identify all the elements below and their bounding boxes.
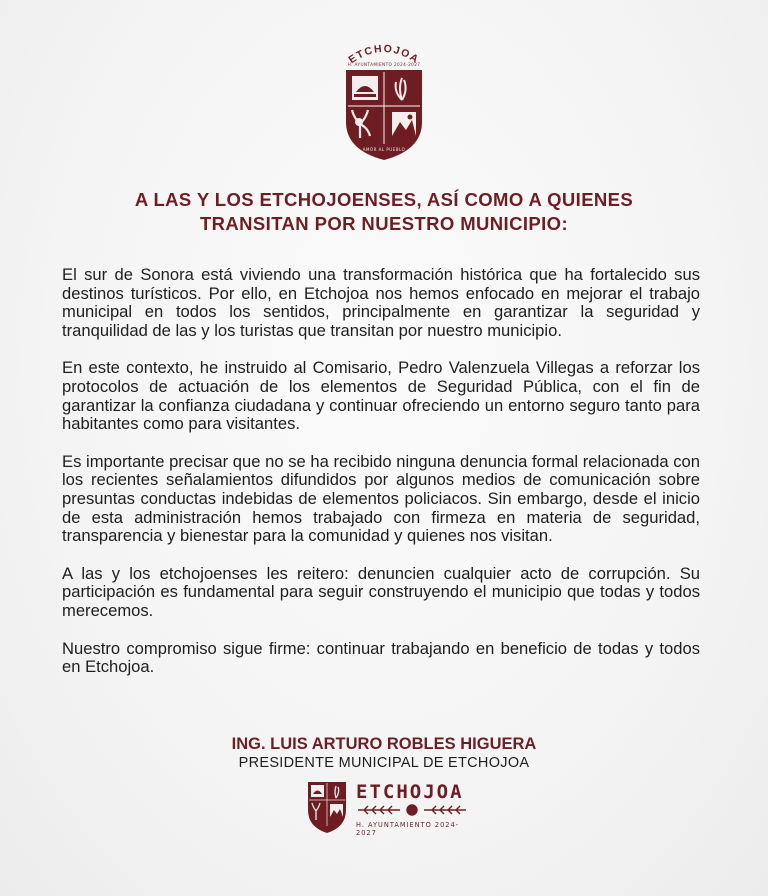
paragraph-4: A las y los etchojoenses les reitero: denuncien cualquier acto de corrupción. Su participación es fundamental para seguir construyendo el municipio que todas y todos merecemos. (62, 563, 700, 620)
letter-body (62, 266, 700, 696)
signer-title: PRESIDENTE MUNICIPAL DE ETCHOJOA (238, 755, 530, 771)
paragraph-2: En este contexto, he instruido al Comisario, Pedro Valenzuela Villegas a reforzar los protocolos de actuación de los elementos de Seguridad Pública, con el fin de garantizar la confianza ciudadana y continuar ofreciendo un entorno seguro tanto para habitantes como para visitantes. (62, 358, 700, 434)
paragraph-1: El sur de Sonora está viviendo una transformación histórica que ha fortalecido sus destinos turísticos. Por ello, en Etchojoa nos hemos enfocado en mejorar el trabajo municipal en todos los sentidos, principalmente en garantizar la seguridad y tranquilidad de las y los turistas que transitan por nuestro municipio. (62, 265, 700, 340)
logo-name-text: ETCHOJOA (346, 42, 422, 67)
footer-logo (306, 780, 466, 836)
logo-motto-text: AMOR AL PUEBLO (362, 147, 406, 152)
signer-name: ING. LUIS ARTURO ROBLES HIGUERA (231, 735, 537, 753)
footer-logo-name: ETCHOJOA (356, 781, 464, 803)
headline-line-1: A LAS Y LOS ETCHOJOENSES, ASÍ COMO A QUIENES (134, 189, 634, 210)
wheat-ornament-icon (356, 802, 468, 818)
etchojoa-coat-of-arms-logo (340, 40, 428, 162)
footer-logo-subtitle: H. AYUNTAMIENTO 2024-2027 (356, 821, 460, 837)
paragraph-3: Es importante precisar que no se ha recibido ninguna denuncia formal relacionada con los recientes señalamientos difundidos por algunos medios de comunicación sobre presuntas conductas indebidas de elementos policiacos. Sin embargo, desde el inicio de esta administración hemos trabajado con firmeza en materia de seguridad, transparencia y bienestar para la comunidad y quienes nos visitan. (62, 451, 700, 546)
headline-line-2: TRANSITAN POR NUESTRO MUNICIPIO: (199, 213, 569, 234)
shield-icon (340, 40, 428, 162)
headline (60, 188, 708, 236)
footer-shield-icon (306, 780, 348, 834)
logo-subtitle-text: H. AYUNTAMIENTO 2024-2027 (347, 62, 421, 67)
paragraph-5: Nuestro compromiso sigue firme: continuar trabajando en beneficio de todas y todos en Etchojoa. (62, 638, 700, 677)
